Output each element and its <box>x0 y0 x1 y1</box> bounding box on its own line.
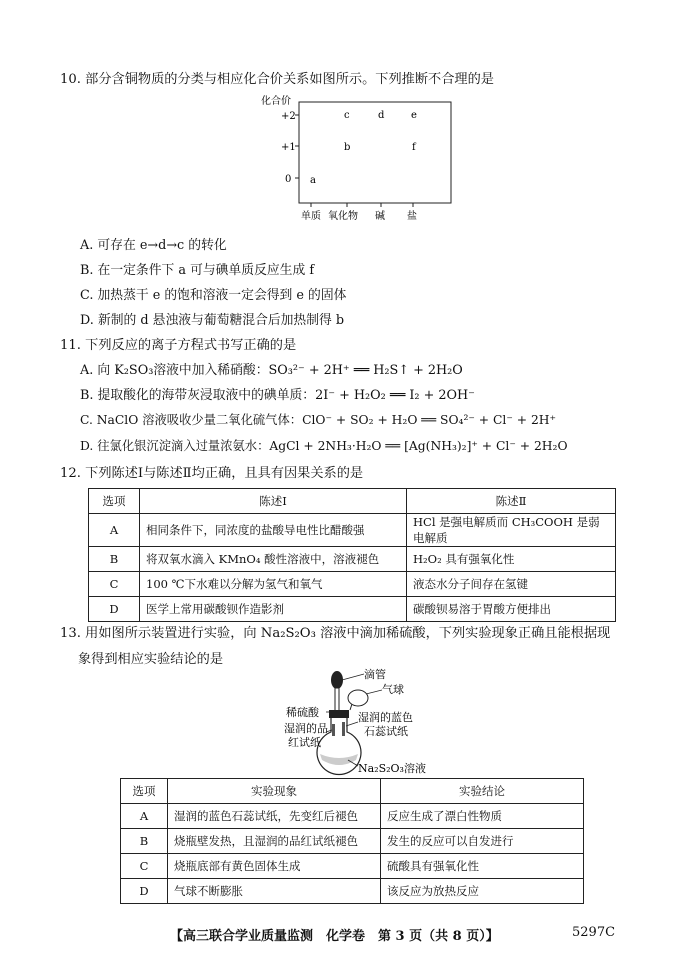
table-cell: B <box>121 829 168 854</box>
label-acid: 稀硫酸 <box>286 706 319 719</box>
table-cell: A <box>89 514 140 547</box>
dropper-leader <box>342 674 364 680</box>
table-row <box>89 572 616 597</box>
chart-point-c: c <box>344 110 350 121</box>
q10-option-c[interactable]: C. 加热蒸干 e 的饱和溶液一定会得到 e 的固体 <box>80 288 347 303</box>
table-cell: A <box>121 804 168 829</box>
table-cell: C <box>89 572 140 597</box>
table-cell: 硫酸具有强氧化性 <box>381 854 584 879</box>
table-row <box>121 804 584 829</box>
table-cell: D <box>121 879 168 904</box>
table-cell: 100 ℃下水难以分解为氢气和氧气 <box>140 572 407 597</box>
table-cell: 气球不断膨胀 <box>168 879 381 904</box>
table-cell: HCl 是强电解质而 CH₃COOH 是弱电解质 <box>407 514 616 547</box>
table-cell: C <box>121 854 168 879</box>
chart-point-f: f <box>412 142 416 153</box>
table-cell: H₂O₂ 具有强氧化性 <box>407 547 616 572</box>
table-cell: 烧瓶壁发热，且湿润的品红试纸褪色 <box>168 829 381 854</box>
table-header: 陈述Ⅱ <box>407 489 616 514</box>
table-cell: 发生的反应可以自发进行 <box>381 829 584 854</box>
q13-apparatus <box>284 666 464 776</box>
chart-xtick: 盐 <box>407 211 417 222</box>
chart-xtick: 碱 <box>375 211 385 222</box>
table-header: 实验现象 <box>168 779 381 804</box>
table-cell: 反应生成了漂白性物质 <box>381 804 584 829</box>
balloon-neck <box>350 704 352 710</box>
chart-ytick: +1 <box>281 142 296 153</box>
label-litmus-2: 石蕊试纸 <box>364 725 408 738</box>
table-cell: 湿润的蓝色石蕊试纸，先变红后褪色 <box>168 804 381 829</box>
table-header-row <box>121 779 584 804</box>
balloon <box>348 690 368 706</box>
chart-point-d: d <box>378 110 385 121</box>
stopper <box>329 710 349 718</box>
q13-table <box>120 778 584 904</box>
balloon-leader <box>366 690 382 694</box>
q10-option-d[interactable]: D. 新制的 d 悬浊液与葡萄糖混合后加热制得 b <box>80 313 345 328</box>
pinred-paper <box>332 724 335 736</box>
q11-option-b[interactable]: B. 提取酸化的海带灰浸取液中的碘单质：2I⁻ + H₂O₂ ══ I₂ + 2OH⁻ <box>80 388 475 403</box>
table-header: 选项 <box>121 779 168 804</box>
label-dropper: 滴管 <box>364 668 386 681</box>
label-balloon: 气球 <box>382 683 404 696</box>
chart-ytick: 0 <box>285 174 292 185</box>
page-footer: 【高三联合学业质量监测 化学卷 第 3 页（共 8 页）】 <box>170 929 499 944</box>
label-solution: Na₂S₂O₃溶液 <box>358 762 426 775</box>
label-pinred-2: 红试纸 <box>288 736 321 749</box>
table-cell: 烧瓶底部有黄色固体生成 <box>168 854 381 879</box>
table-cell: 碳酸钡易溶于胃酸方便排出 <box>407 597 616 622</box>
q10-option-a[interactable]: A. 可存在 e→d→c 的转化 <box>80 238 227 253</box>
paper-code: 5297C <box>572 925 616 940</box>
q11-option-c[interactable]: C. NaClO 溶液吸收少量二氧化硫气体：ClO⁻ + SO₂ + H₂O ══ SO₄²⁻ + Cl⁻ + 2H⁺ <box>80 413 556 427</box>
table-cell: 该反应为放热反应 <box>381 879 584 904</box>
q13-stem-line2: 象得到相应实验结论的是 <box>78 652 224 667</box>
q13-stem-line1: 13. 用如图所示装置进行实验，向 Na₂S₂O₃ 溶液中滴加稀硫酸，下列实验现象正确且能根据现 <box>60 626 611 641</box>
chart-frame <box>299 102 451 203</box>
table-row <box>121 829 584 854</box>
table-cell: 医学上常用碳酸钡作造影剂 <box>140 597 407 622</box>
chart-xtick: 单质 <box>301 211 321 222</box>
q12-stem: 12. 下列陈述Ⅰ与陈述Ⅱ均正确，且具有因果关系的是 <box>60 466 364 481</box>
table-row <box>121 879 584 904</box>
table-row <box>89 547 616 572</box>
q11-stem: 11. 下列反应的离子方程式书写正确的是 <box>60 338 297 353</box>
chart-point-a: a <box>310 175 316 186</box>
dropper-bulb <box>331 671 343 689</box>
litmus-leader <box>346 722 358 726</box>
litmus-paper <box>342 722 345 736</box>
table-header: 实验结论 <box>381 779 584 804</box>
q11-option-a[interactable]: A. 向 K₂SO₃溶液中加入稀硝酸：SO₃²⁻ + 2H⁺ ══ H₂S↑ + 2H₂O <box>80 363 463 378</box>
table-header: 选项 <box>89 489 140 514</box>
table-row <box>89 514 616 547</box>
q10-stem: 10. 部分含铜物质的分类与相应化合价关系如图所示。下列推断不合理的是 <box>60 72 494 87</box>
table-cell: D <box>89 597 140 622</box>
q12-table <box>88 488 616 622</box>
chart-xtick: 氧化物 <box>328 211 358 222</box>
table-row <box>121 854 584 879</box>
q10-chart <box>255 92 455 227</box>
table-cell: B <box>89 547 140 572</box>
table-cell: 将双氧水滴入 KMnO₄ 酸性溶液中，溶液褪色 <box>140 547 407 572</box>
table-header-row <box>89 489 616 514</box>
table-cell: 相同条件下，同浓度的盐酸导电性比醋酸强 <box>140 514 407 547</box>
label-litmus-1: 湿润的蓝色 <box>358 711 413 724</box>
q11-option-d[interactable]: D. 往氯化银沉淀滴入过量浓氨水：AgCl + 2NH₃·H₂O ══ [Ag(NH₃)₂]⁺ + Cl⁻ + 2H₂O <box>80 439 568 453</box>
chart-ylabel: 化合价 <box>261 96 291 107</box>
chart-point-e: e <box>411 110 417 121</box>
chart-point-b: b <box>344 142 351 153</box>
q10-option-b[interactable]: B. 在一定条件下 a 可与碘单质反应生成 f <box>80 263 315 278</box>
label-pinred-1: 湿润的品 <box>284 722 328 735</box>
table-row <box>89 597 616 622</box>
table-cell: 液态水分子间存在氢键 <box>407 572 616 597</box>
chart-ytick: +2 <box>281 111 296 122</box>
table-header: 陈述Ⅰ <box>140 489 407 514</box>
